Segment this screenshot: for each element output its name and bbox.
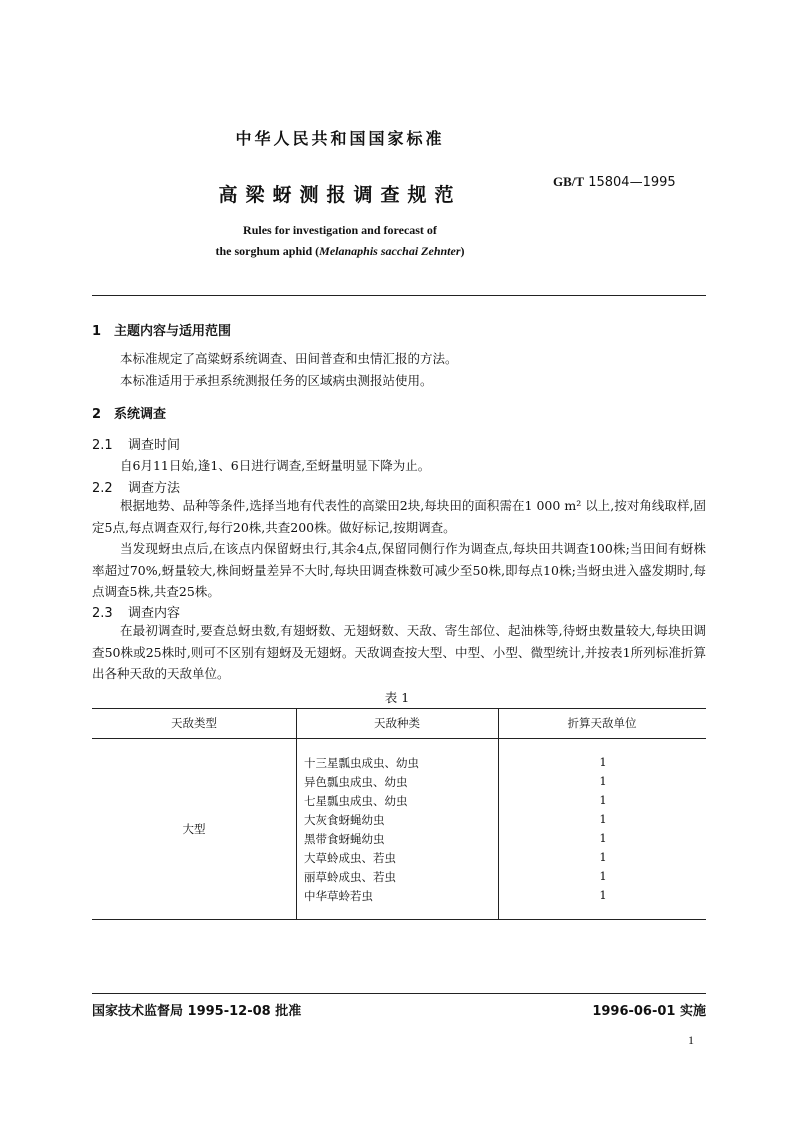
table-row-unit: 1 [599,869,607,883]
table-row-species: 中华草蛉若虫 [304,889,373,903]
section-2-1-paragraph: 自6月11日始,逢1、6日进行调查,至蚜量明显下降为止。 [120,458,431,473]
table-row-species: 黑带食蚜蝇幼虫 [304,832,385,846]
table-row-species: 十三星瓢虫成虫、幼虫 [304,756,419,770]
table-row-species: 七星瓢虫成虫、幼虫 [304,794,408,808]
section-2-2-paragraph-2: 当发现蚜虫点后,在该点内保留蚜虫行,其余4点,保留同侧行作为调查点,每块田共调查100株;当田间有蚜株率超过70%,蚜量较大,株间蚜量差异不大时,每块田调查株数可减少至50株,即每点10株;当蚜虫进入盛发期时,每点调查5株,共查25株。 [92,541,706,599]
section-2-title: 系统调查 [114,407,167,422]
natural-enemy-table [92,708,706,920]
table-cell-type: 大型 [182,822,206,836]
section-1-heading [92,320,231,339]
english-title-line-2-post: ) [460,244,465,258]
section-2-heading [92,403,166,422]
section-2-2-heading [92,477,180,496]
table-column-divider [296,709,297,919]
english-title-line-1: Rules for investigation and forecast of [243,223,437,237]
table-header-species: 天敌种类 [374,716,420,730]
header-divider [92,295,706,296]
table-caption: 表 1 [384,690,410,705]
section-2-number: 2 [92,407,102,422]
table-row-species: 大灰食蚜蝇幼虫 [304,813,385,827]
section-2-2-title: 调查方法 [128,481,181,496]
footer-divider [92,993,706,994]
section-2-1-heading [92,434,180,453]
section-2-3-number: 2.3 [92,606,113,621]
table-row-species: 丽草蛉成虫、若虫 [304,870,396,884]
table-row-species: 大草蛉成虫、若虫 [304,851,396,865]
standard-number [553,174,676,190]
table-row-species: 异色瓢虫成虫、幼虫 [304,775,408,789]
english-title-line-2 [0,244,680,259]
table-row-unit: 1 [599,850,607,864]
table-row-unit: 1 [599,888,607,902]
table-header-type: 天敌类型 [171,716,217,730]
section-1-paragraph-2: 本标准适用于承担系统测报任务的区域病虫测报站使用。 [120,373,433,388]
section-2-2-paragraph-1: 根据地势、品种等条件,选择当地有代表性的高粱田2块,每块田的面积需在1 000 m² 以上,按对角线取样,固定5点,每点调查双行,每行20株,共查200株。做好标记,按期调查。 [92,498,706,535]
standard-code: 15804—1995 [588,175,676,190]
section-1-paragraph-1: 本标准规定了高粱蚜系统调查、田间普查和虫情汇报的方法。 [120,351,458,366]
table-row-unit: 1 [599,793,607,807]
document-title: 高梁蚜测报调查规范 [218,184,462,206]
table-header-unit: 折算天敌单位 [567,716,637,730]
table-row-unit: 1 [599,774,607,788]
section-2-3-title: 调查内容 [128,606,181,621]
effective-date-line: 1996-06-01 实施 [592,1004,706,1019]
table-header-divider [92,738,706,739]
table-row-unit: 1 [599,831,607,845]
page-number: 1 [688,1033,694,1047]
approval-line: 国家技术监督局 1995-12-08 批准 [92,1004,302,1019]
section-2-1-number: 2.1 [92,438,113,453]
section-1-number: 1 [92,324,102,339]
national-standard-title: 中华人民共和国国家标准 [235,129,445,148]
section-2-2-number: 2.2 [92,481,113,496]
latin-name: Melanaphis sacchai Zehnter [319,244,461,258]
english-title-line-2-pre: the sorghum aphid ( [215,244,320,258]
table-row-unit: 1 [599,755,607,769]
section-2-3-paragraph: 在最初调查时,要查总蚜虫数,有翅蚜数、无翅蚜数、天敌、寄生部位、起油株等,待蚜虫数量较大,每块田调查50株或25株时,则可不区别有翅蚜及无翅蚜。天敌调查按大型、中型、小型、微型统计,并按表1所列标准折算出各种天敌的天敌单位。 [92,623,706,681]
table-row-unit: 1 [599,812,607,826]
section-2-3-heading [92,602,180,621]
section-2-1-title: 调查时间 [128,438,181,453]
section-1-title: 主题内容与适用范围 [114,324,232,339]
standard-prefix: GB/T [553,174,585,189]
